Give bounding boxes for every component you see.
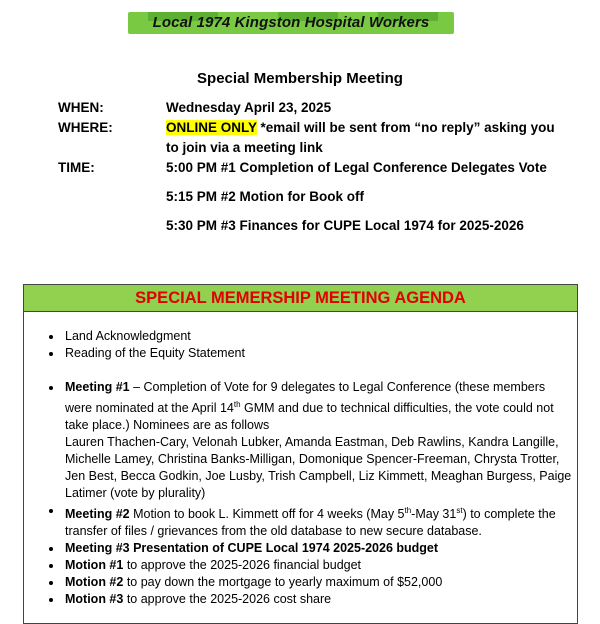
time-item: 5:30 PM #3 Finances for CUPE Local 1974 for 2025-2026	[166, 218, 524, 233]
motion-1-label: Motion #1	[65, 558, 124, 573]
meeting-1-text-cont: GMM and due to technical difficulties, the vote could not take place.) Nominees are as follows	[65, 401, 554, 433]
motion-2-text: to pay down the mortgage to yearly maximum of $52,000	[123, 575, 443, 590]
agenda-body	[24, 312, 577, 608]
meeting-2-label: Meeting #2	[65, 507, 130, 522]
meeting-3-text: Meeting #3 Presentation of CUPE Local 1974 2025-2026 budget	[65, 541, 439, 556]
time-item: 5:00 PM #1 Completion of Legal Conference Delegates Vote	[166, 160, 547, 175]
motion-2-label: Motion #2	[65, 575, 124, 590]
agenda-list	[40, 328, 573, 362]
list-item-meeting-1	[40, 379, 573, 502]
logo-banner	[0, 0, 600, 40]
motion-3-label: Motion #3	[65, 592, 124, 607]
ordinal-suffix: th	[233, 400, 241, 409]
where-note-line2: to join via a meeting link	[166, 140, 323, 155]
list-item-meeting-2	[40, 502, 573, 540]
list-item-motion-1	[40, 557, 573, 574]
time-item: 5:15 PM #2 Motion for Book off	[166, 189, 365, 204]
agenda-meetings-list	[40, 379, 573, 608]
meeting-2-text-cont: -May 31	[411, 507, 457, 522]
meeting-2-text-end: ) to complete the transfer of files / grievances from the old database to new secure database.	[65, 507, 556, 539]
online-only-highlight: ONLINE ONLY	[166, 120, 257, 135]
motion-1-text: to approve the 2025-2026 financial budget	[123, 558, 362, 573]
where-note: *email will be sent from “no reply” asking you	[256, 120, 555, 135]
when-value: Wednesday April 23, 2025	[166, 100, 332, 115]
nominee-list: Lauren Thachen-Cary, Velonah Lubker, Amanda Eastman, Deb Rawlins, Kandra Langille, Michelle Lamey, Christina Banks-Milligan, Domonique Spencer-Freeman, Chrysta Trotter, Jen Best, Becca Godkin, Joe Lusby, Trish Campbell, Liz Kimmett, Meaghan Burgess, Paige Latimer (vote by plurality)	[65, 435, 572, 501]
list-item-meeting-3	[40, 540, 573, 557]
page-title: Special Membership Meeting	[197, 70, 403, 87]
ordinal-suffix: th	[404, 506, 412, 516]
where-label: WHERE:	[58, 120, 113, 135]
when-label: WHEN:	[58, 100, 104, 115]
agenda-heading: SPECIAL MEMERSHIP MEETING AGENDA	[24, 285, 577, 312]
where-value	[166, 118, 586, 138]
meeting-2-text: Motion to book L. Kimmett off for 4 weeks (May 5	[129, 507, 405, 522]
list-item: Land Acknowledgment	[40, 328, 573, 345]
ordinal-suffix: st	[456, 506, 463, 516]
motion-3-text: to approve the 2025-2026 cost share	[123, 592, 332, 607]
agenda-box	[23, 284, 578, 624]
list-item-motion-2	[40, 574, 573, 591]
meeting-1-text: – Completion of Vote for 9 delegates to Legal Conference (these members were nominated at the April 14	[65, 380, 546, 416]
list-item: Reading of the Equity Statement	[40, 345, 573, 362]
meeting-1-label: Meeting #1	[65, 380, 130, 394]
time-label: TIME:	[58, 160, 95, 175]
logo-text: Local 1974 Kingston Hospital Workers	[152, 14, 430, 31]
